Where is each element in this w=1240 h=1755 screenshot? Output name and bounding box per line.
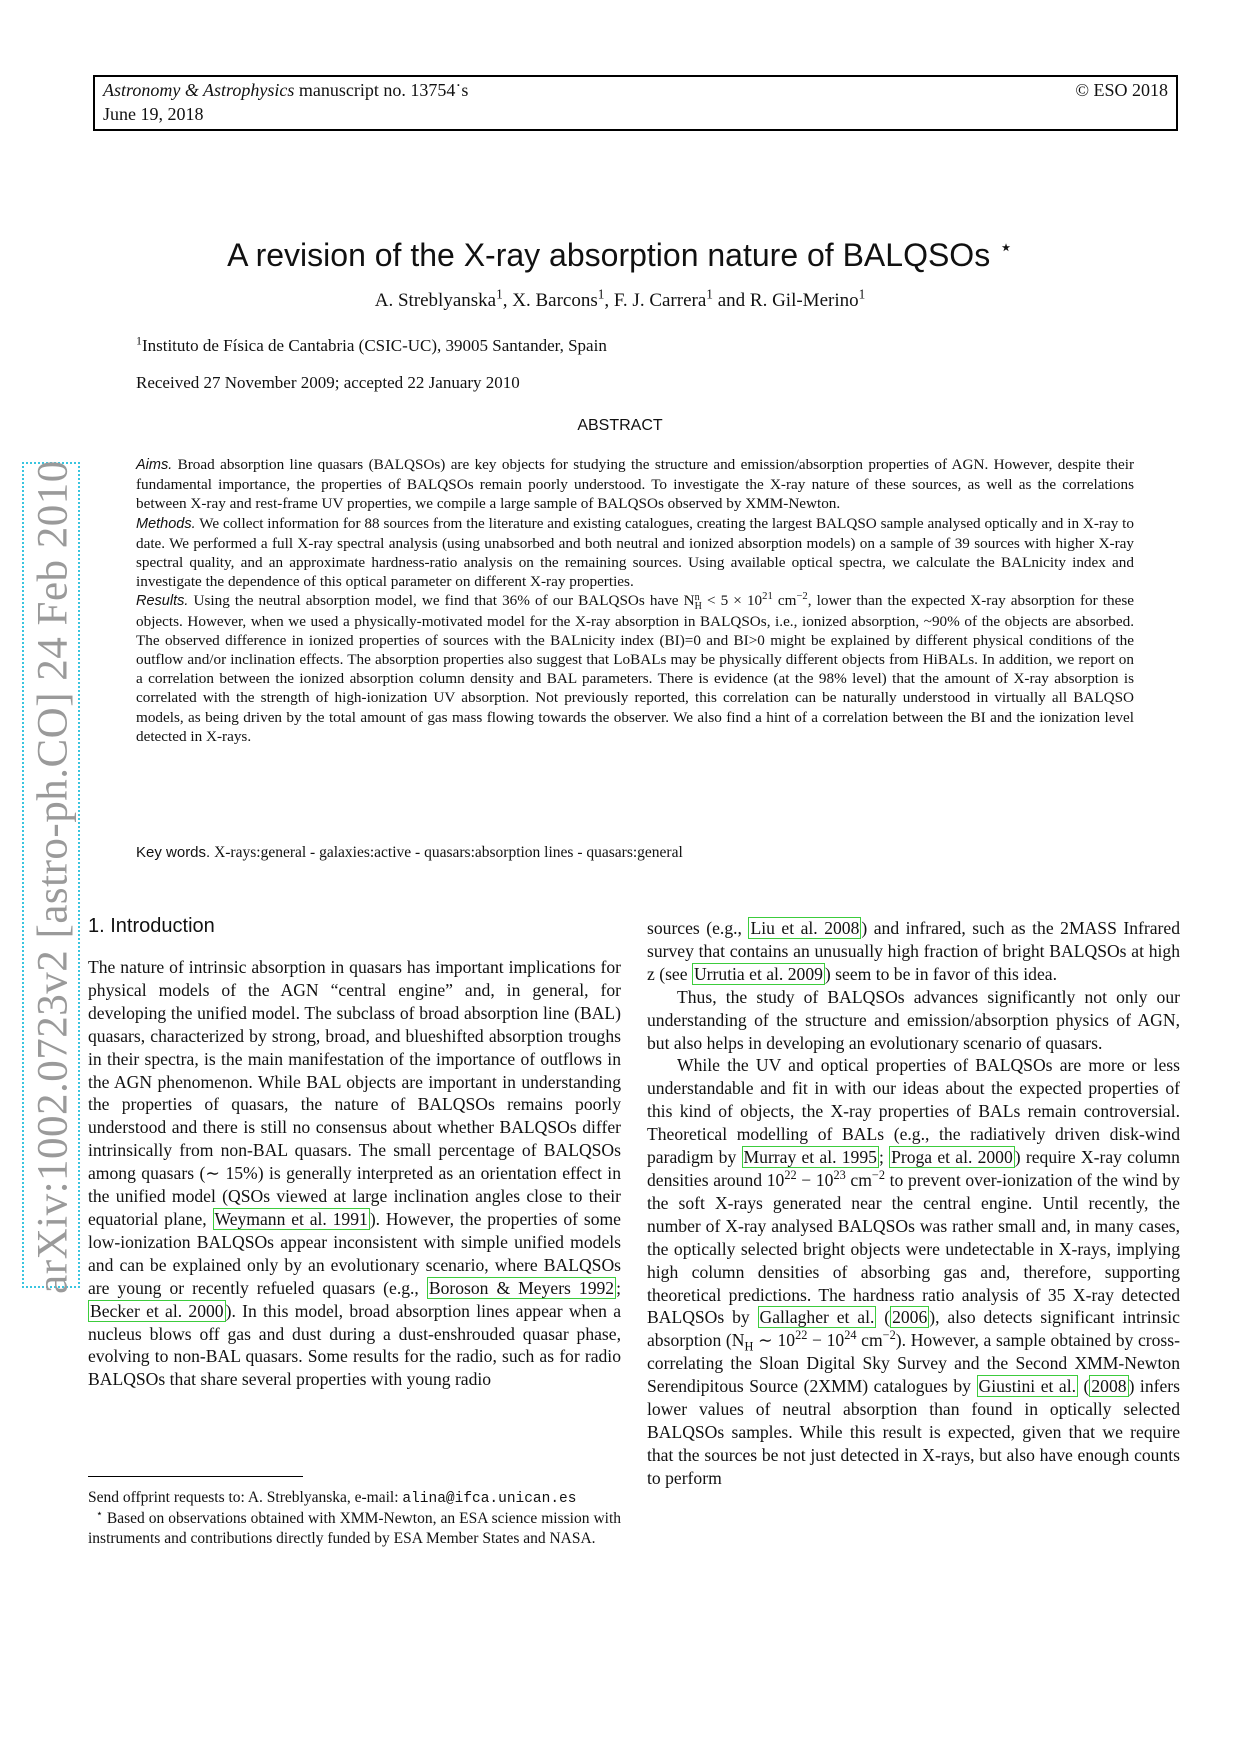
citation-link[interactable]: Proga et al. 2000 xyxy=(891,1147,1013,1168)
citation-link[interactable]: Weymann et al. 1991 xyxy=(214,1208,368,1229)
citation-link[interactable]: Becker et al. 2000 xyxy=(90,1300,224,1321)
author: F. J. Carrera xyxy=(613,290,707,311)
author-affil-mark: 1 xyxy=(496,286,503,302)
paragraph: The nature of intrinsic absorption in quasars has important implications for physical models of the AGN “central engine” and, in general, for developing the unified model. The subclass of broad absorption line (BAL) quasars, characterized by strong, broad, and blueshifted absorption troughs in their spectra, is the main manifestation of the importance of outflows in the AGN phenomenon. While BAL objects are important in understanding the properties of quasars, the nature of BALQSOs remains poorly understood and there is still no consensus about whether BALQSOs differ intrinsically from non-BAL quasars. The small percentage of BALQSOs among quasars (∼ 15%) is generally interpreted as an orientation effect in the unified model (QSOs viewed at large inclination angles close to their equatorial plane, Weymann et al. 1991 ). However, the properties of some low-ionization BALQSOs appear inconsistent with simple unified models and can be explained only by an evolutionary scenario, where BALQSOs are young or recently refueled quasars (e.g., Boroson & Meyers 1992 ; Becker et al. 2000 ). In this model, broad absorption lines appear when a nucleus blows off gas and dust during a dust-enshrouded quasar phase, evolving to non-BAL quasars. Some results for the radio, such as for radio BALQSOs that share several properties with young radio xyxy=(88,957,622,1390)
received-dates: Received 27 November 2009; accepted 22 January 2010 xyxy=(136,373,520,392)
author: R. Gil-Merino xyxy=(749,290,859,311)
affiliation xyxy=(136,333,607,356)
manuscript-number: manuscript no. 13754˙s xyxy=(298,80,469,100)
email-link[interactable]: alina@ifca.unican.es xyxy=(402,1491,577,1507)
citation-link[interactable]: Liu et al. 2008 xyxy=(750,918,860,938)
abstract-aims: Aims. Broad absorption line quasars (BALQSOs) are key objects for studying the structure and emission/absorption properties of AGN. However, despite their fundamental importance, the properties of BALQSOs remain poorly understood. To investigate the X-ray nature of these sources, as well as the correlations between X-ray and rest-frame UV properties, we compile a large sample of BALQSOs observed by XMM-Newton. xyxy=(136,456,1135,513)
section-heading: 1. Introduction xyxy=(88,915,215,937)
aims-label: Aims. xyxy=(136,457,173,473)
author-affil-mark: 1 xyxy=(597,286,605,302)
journal-name: Astronomy & Astrophysics xyxy=(103,80,295,100)
paragraph: Thus, the study of BALQSOs advances significantly not only our understanding of the structure and emission/absorption physics of AGN, but also helps in developing an evolutionary scenario of quasars. xyxy=(647,986,1180,1053)
affiliation-mark: 1 xyxy=(136,333,142,348)
keywords-text: X-rays:general - galaxies:active - quasars:absorption lines - quasars:general xyxy=(214,844,683,861)
citation-link[interactable]: Giustini et al. xyxy=(978,1376,1076,1397)
author-affil-mark: 1 xyxy=(706,286,713,302)
footnotes xyxy=(88,1488,621,1549)
keywords xyxy=(136,844,1134,862)
abstract-results: Results. Using the neutral absorption model, we find that 36% of our BALQSOs have Nn $H < 5 \times 10^{21}$ $cm^{-2}$, lower than the expected X-ray absorption for these objects. However, when we used a physically-motivated model for the X-ray absorption in BALQSOs, i.e., ionized absorption, ~90% of the objects are absorbed. The observed difference in ionized properties of sources with the BALnicity index (BI)=0 and BI>0 might be explained by different physical conditions of the outflow and/or inclination effects. The absorption properties also suggest that LoBALs may be physically different objects from HiBALs. In addition, we report on a correlation between the ionized absorption column density and BAL parameters. There is evidence (at the 98% level) that the amount of X-ray absorption is correlated with the strength of high-ionization UV absorption. Not previously reported, this correlation can be naturally understood in virtually all BALQSO models, as being driven by the total amount of gas mass flowing towards the observer. We also find a hint of a correlation between the BI and the ionization level detected in X-rays. xyxy=(136,591,1135,745)
left-column xyxy=(88,956,621,1391)
citation-year-link[interactable]: 2008 xyxy=(1091,1376,1127,1397)
arxiv-stamp-text: arXiv:1002.0723v2 [astro-ph.CO] 24 Feb 2010 xyxy=(29,460,77,1294)
author: A. Streblyanska xyxy=(374,290,497,311)
copyright: © ESO 2018 xyxy=(1075,80,1168,100)
journal-line xyxy=(103,80,468,101)
citation-link[interactable]: Gallagher et al. xyxy=(759,1307,875,1328)
paragraph: While the UV and optical properties of BALQSOs are more or less understandable and fit in with our ideas about the expected properties of this kind of objects, the X-ray properties of BALs remain controversial. Theoretical modelling of BALs (e.g., the radiatively driven disk-wind paradigm by Murray et al. 1995 ; Proga et al. 2000 ) require X-ray column densities around $10^{22} - 10^{23}$ $cm^{-2}$ to prevent over-ionization of the wind by the soft X-rays generated near the central engine. Until recently, the number of X-ray analysed BALQSOs was rather small and, in many cases, the optically selected bright objects were undetectable in X-rays, implying high column densities of absorbing gas and, therefore, supporting theoretical predictions. The hardness ratio analysis of 35 X-ray detected BALQSOs by Gallagher et al. ( 2006 ), also detects significant intrinsic absorption ($N_H$ ∼ $10^{22} - 10^{24}$ $cm^{-2}$). However, a sample obtained by cross-correlating the Sloan Digital Sky Survey and the Second XMM-Newton Serendipitous Source (2XMM) catalogues by Giustini et al. ( 2008 ) infers lower values of neutral absorption than found in optically selected BALQSOs samples. While this result is expected, given that we require that the sources be not just detected in X-rays, but also have enough counts to perform xyxy=(647,1055,1180,1488)
paper-title xyxy=(0,234,1240,274)
paragraph: sources (e.g., Liu et al. 2008 ) and infrared, such as the 2MASS Infrared survey that contains an unusually high fraction of bright BALQSOs at high z (see Urrutia et al. 2009 ) seem to be in favor of this idea. xyxy=(647,918,1181,984)
affiliation-text: Instituto de Física de Cantabria (CSIC-UC), 39005 Santander, Spain xyxy=(141,336,607,355)
paper-title-text: A revision of the X-ray absorption nature of BALQSOs xyxy=(227,237,991,273)
citation-link[interactable]: Boroson & Meyers 1992 xyxy=(428,1277,615,1298)
author-affil-mark: 1 xyxy=(858,286,866,302)
citation-link[interactable]: Murray et al. 1995 xyxy=(743,1147,877,1168)
footnote-rule xyxy=(88,1476,303,1477)
footnote-star-mark: ⋆ xyxy=(96,1507,103,1520)
results-label: Results. xyxy=(136,593,189,610)
footnote-star: ⋆ Based on observations obtained with XMM-Newton, an ESA science mission with instruments and contributions directly funded by ESA Member States and NASA. xyxy=(88,1507,622,1547)
abstract-heading: ABSTRACT xyxy=(577,417,663,434)
author-list: A. Streblyanska$^1$, X. Barcons$^1$, F. J. Carrera$^1$ and R. Gil-Merino$^1$ xyxy=(374,286,866,311)
right-column xyxy=(647,917,1180,1490)
methods-label: Methods. xyxy=(136,515,196,532)
title-footnote-mark: ⋆ xyxy=(999,234,1013,260)
header-date: June 19, 2018 xyxy=(103,104,204,124)
citation-link[interactable]: Urrutia et al. 2009 xyxy=(693,963,823,984)
footnote-offprint: Send offprint requests to: A. Streblyanska, e-mail: alina@ifca.unican.es xyxy=(88,1489,577,1507)
author: X. Barcons xyxy=(512,290,598,311)
arxiv-stamp[interactable] xyxy=(22,460,80,1294)
citation-year-link[interactable]: 2006 xyxy=(892,1307,928,1328)
keywords-label: Key words. xyxy=(136,844,211,861)
abstract xyxy=(136,455,1134,746)
abstract-methods: Methods. We collect information for 88 sources from the literature and existing catalogues, creating the largest BALQSO sample analysed optically and in X-ray to date. We performed a full X-ray spectral analysis (using unabsorbed and both neutral and ionized absorption models) on a sample of 39 sources with higher X-ray spectral quality, and an approximate hardness-ratio analysis on the remaining sources. Using available optical spectra, we calculate the BALnicity index and investigate the dependence of this optical parameter on different X-ray properties. xyxy=(136,514,1134,591)
